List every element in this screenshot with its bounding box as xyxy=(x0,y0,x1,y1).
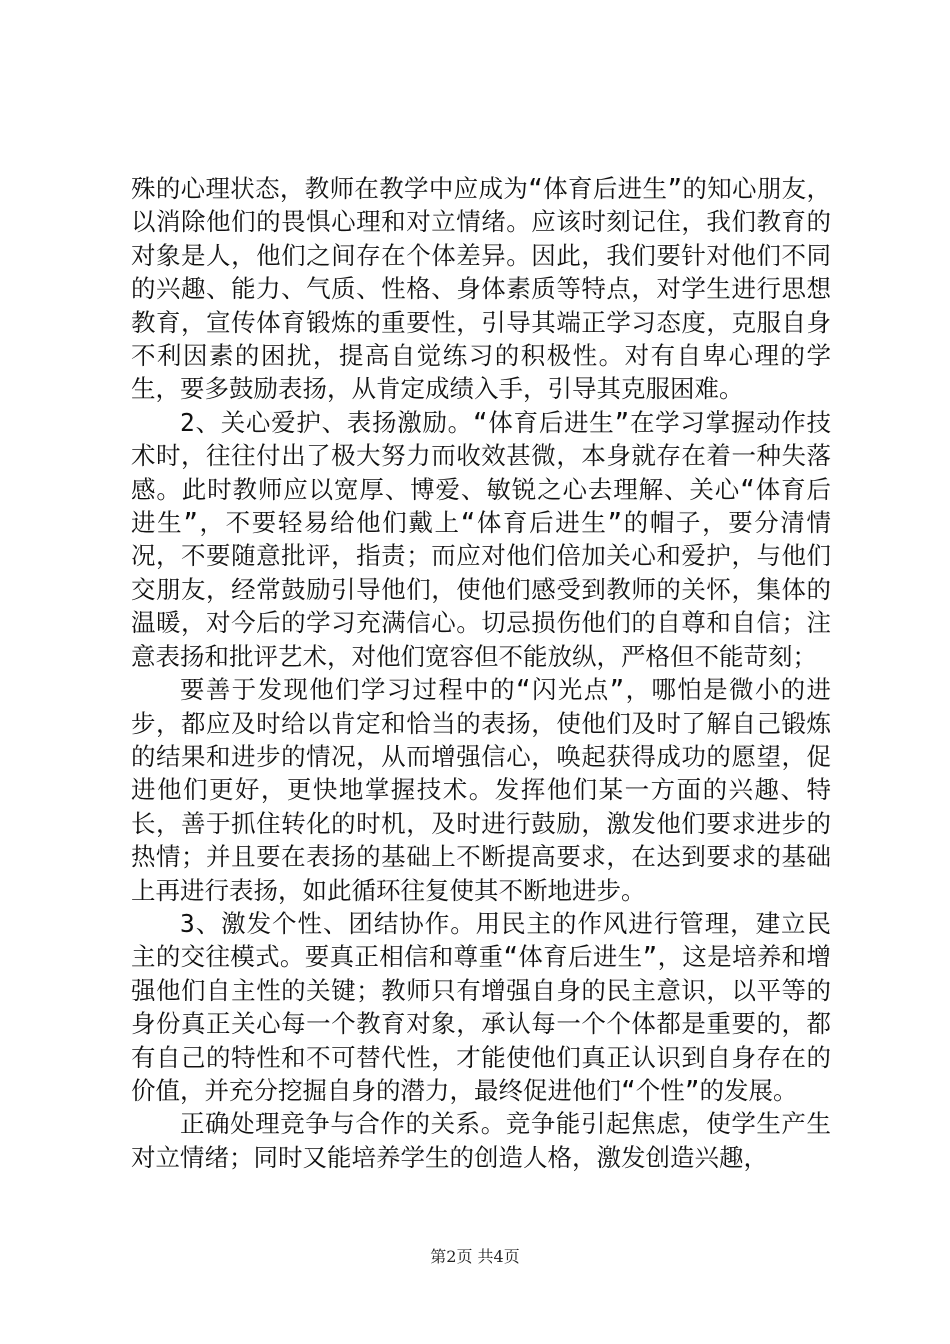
paragraph-2: 2、关心爱护、表扬激励。“体育后进生”在学习掌握动作技术时，往往付出了极大努力而收效甚微，本身就存在着一种失落感。此时教师应以宽厚、博爱、敏锐之心去理解、关心“体育后进生”，不要轻易给他们戴上“体育后进生”的帽子，要分清情况，不要随意批评，指责；而应对他们倍加关心和爱护，与他们交朋友，经常鼓励引导他们，使他们感受到教师的关怀，集体的温暖，对今后的学习充满信心。切忌损伤他们的自尊和自信；注意表扬和批评艺术，对他们宽容但不能放纵，严格但不能苛刻； xyxy=(131,407,831,671)
document-body xyxy=(131,172,831,1174)
paragraph-4: 3、激发个性、团结协作。用民主的作风进行管理，建立民主的交往模式。要真正相信和尊重“体育后进生”，这是培养和增强他们自主性的关键；教师只有增强自身的民主意识，以平等的身份真正关心每一个教育对象，承认每一个个体都是重要的，都有自己的特性和不可替代性，才能使他们真正认识到自身存在的价值，并充分挖掘自身的潜力，最终促进他们“个性”的发展。 xyxy=(131,908,831,1105)
paragraph-5: 正确处理竞争与合作的关系。竞争能引起焦虑，使学生产生对立情绪；同时又能培养学生的创造人格，激发创造兴趣， xyxy=(131,1109,831,1172)
paragraph-3: 要善于发现他们学习过程中的“闪光点”，哪怕是微小的进步，都应及时给以肯定和恰当的表扬，使他们及时了解自己锻炼的结果和进步的情况，从而增强信心，唤起获得成功的愿望，促进他们更好，更快地掌握技术。发挥他们某一方面的兴趣、特长，善于抓住转化的时机，及时进行鼓励，激发他们要求进步的热情；并且要在表扬的基础上不断提高要求，在达到要求的基础上再进行表扬，如此循环往复使其不断地进步。 xyxy=(131,675,831,905)
page-footer: 第2页 共4页 xyxy=(430,1247,520,1266)
paragraph-1: 殊的心理状态，教师在教学中应成为“体育后进生”的知心朋友，以消除他们的畏惧心理和对立情绪。应该时刻记住，我们教育的对象是人，他们之间存在个体差异。因此，我们要针对他们不同的兴趣、能力、气质、性格、身体素质等特点，对学生进行思想教育，宣传体育锻炼的重要性，引导其端正学习态度，克服自身不利因素的困扰，提高自觉练习的积极性。对有自卑心理的学生，要多鼓励表扬，从肯定成绩入手，引导其克服困难。 xyxy=(131,174,831,404)
